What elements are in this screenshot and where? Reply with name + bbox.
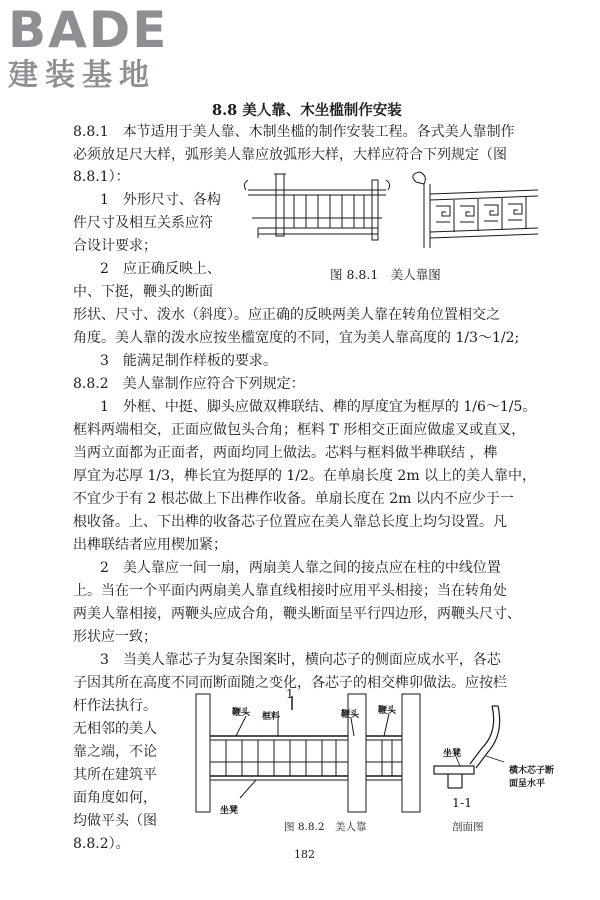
body-line: 两美人靠相接，两鞭头应成合角，鞭头断面呈平行四边形，两鞭头尺寸、 (73, 606, 521, 622)
label-bian-tou-mid: 鞭头 (341, 710, 360, 720)
body-line: 2 美人靠应一间一扇，两扇美人靠之间的接点应在柱的中线位置 (100, 560, 501, 576)
brand-logo (8, 1, 169, 94)
figure-8-8-2-caption: 图 8.8.2 美人靠 (284, 821, 367, 833)
body-line: 1 外形尺寸、各构 (100, 192, 221, 208)
body-line: 不宜少于有 2 根芯做上下出榫作收备。单扇长度在 2m 以内不应少于一 (73, 491, 514, 507)
body-line: 无相邻的美人 (73, 721, 157, 737)
body-line: 厚宜为芯厚 1/3，榫长宜为挺厚的 1/2。在单扇长度 2m 以上的美人靠中， (73, 468, 537, 484)
body-line: 形状应一致； (73, 629, 157, 645)
section-view-caption: 剖面图 (452, 821, 484, 833)
body-line: 杆作法执行。 (73, 698, 157, 714)
body-line: 框料两端相交，正面应做包头合角；框料 T 形相交正面应做虚叉或直叉， (73, 422, 526, 438)
figure-8-8-1-drawing (238, 166, 544, 258)
section-cut-label: 1-1 (452, 795, 473, 810)
section-title: 8.8 美人靠、木坐槛制作安装 (212, 102, 402, 119)
body-line: 其所在建筑平 (73, 767, 157, 783)
page-number: 182 (294, 848, 315, 861)
body-line: 中、下挺，鞭头的断面 (73, 284, 213, 300)
section-mark: 1 (286, 687, 294, 701)
section-note-line-2: 面呈水平 (509, 779, 546, 789)
body-line: 靠之端，不论 (73, 744, 157, 760)
body-line: 根收备。上、下出榫的收备芯子位置应在美人靠总长度上均匀设置。凡 (73, 514, 507, 530)
body-line: 均做平头（图 (73, 813, 157, 829)
body-line: 3 能满足制作样板的要求。 (100, 353, 277, 369)
body-line: 8.8.2）。 (73, 836, 130, 852)
label-bian-tou-left: 鞭头 (232, 708, 251, 718)
body-line: 子因其所在高度不同而断面随之变化，各芯子的相交榫卯做法。应按栏 (73, 675, 507, 691)
body-line: 2 应正确反映上、 (100, 261, 221, 277)
body-line: 3 当美人靠芯子为复杂图案时，横向芯子的侧面应成水平，各芯 (100, 652, 501, 668)
logo-chinese-text: 建装基地 (8, 58, 156, 93)
section-note-line-1: 横木芯子断 (509, 766, 555, 776)
section-view-drawing (428, 704, 508, 792)
body-line: 必须放足尺大样，弧形美人靠应放弧形大样，大样应符合下列规定（图 (73, 147, 507, 163)
label-bian-tou-right: 鞭头 (378, 706, 397, 716)
body-line: 8.8.1）： (73, 169, 130, 185)
body-line: 形状、尺寸、泼水（斜度）。应正确的反映两美人靠在转角位置相交之 (73, 307, 500, 323)
label-kuang-liao: 框料 (262, 712, 281, 722)
body-line: 面角度如何， (73, 790, 157, 806)
body-line: 8.8.2 美人靠制作应符合下列规定： (73, 376, 305, 392)
body-line: 1 外框、中挺、脚头应做双榫联结、榫的厚度宜为框厚的 1/6～1/5。 (100, 399, 537, 415)
label-zuo-deng: 坐凳 (220, 806, 239, 816)
body-line: 上。当在一个平面内两扇美人靠直线相接时应用平头相接；当在转角处 (73, 583, 507, 599)
figure-8-8-1-caption: 图 8.8.1 美人靠图 (330, 267, 441, 282)
body-line: 件尺寸及相互关系应符 (73, 215, 213, 231)
body-line: 角度。美人靠的泼水应按坐槛宽度的不同，宜为美人靠高度的 1/3～1/2; (73, 330, 520, 346)
body-line: 当两立面都为正面者，两面均同上做法。芯料与框料做半榫联结 ，榫 (73, 445, 498, 461)
logo-brand-text: BADE (8, 1, 169, 59)
body-line: 出榫联结者应用楔加紧； (73, 537, 227, 553)
body-line: 8.8.1 本节适用于美人靠、木制坐槛的制作安装工程。各式美人靠制作 (73, 124, 515, 140)
body-line: 合设计要求； (73, 238, 157, 254)
label-section-seat: 坐凳 (443, 749, 462, 759)
